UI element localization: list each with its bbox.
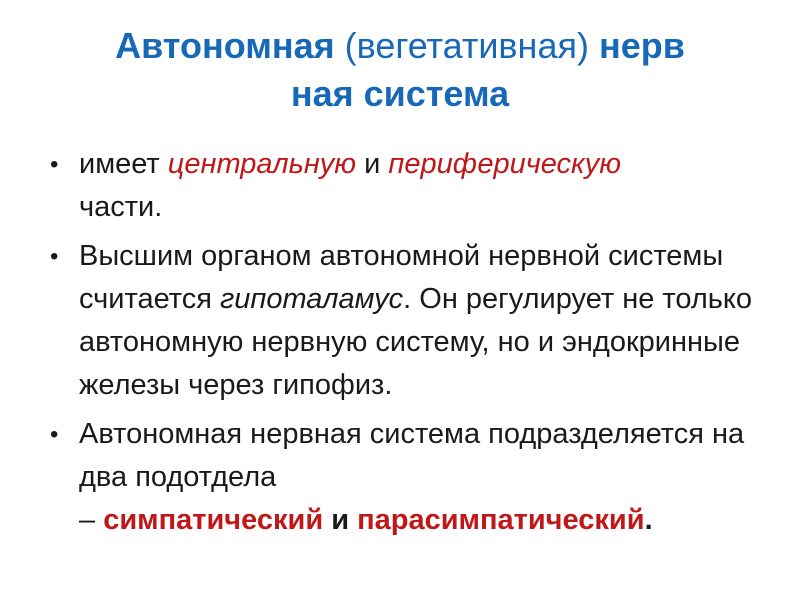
bullet-1-peripheral: периферическую <box>388 148 622 180</box>
slide-title <box>40 22 760 118</box>
bullet-3-text-a: Автономная нервная система подразделяется на два подотдела <box>79 418 745 493</box>
bullet-2-text-a: Высшим органом автономной нервной системы считается <box>79 240 724 315</box>
bullet-marker: • <box>50 243 59 270</box>
bullet-1-text-a: имеет <box>79 148 168 180</box>
bullet-2-hypothalamus: гипоталамус <box>219 283 404 315</box>
bullet-item-1 <box>38 143 778 229</box>
bullet-marker: • <box>50 421 59 448</box>
title-word-nerve-part: нерв <box>598 25 685 66</box>
bullet-2-text-b: . Он регулирует не только автономную нервную систему, но и эндокринные железы через гипофиз. <box>79 283 753 401</box>
bullet-3-sympathetic: симпатический <box>103 504 324 536</box>
bullet-marker: • <box>50 151 59 178</box>
bullet-1-central: центральную <box>167 148 357 180</box>
bullet-item-3 <box>38 413 778 542</box>
bullet-3-dash: – <box>79 504 104 536</box>
bullet-list <box>38 143 778 548</box>
title-word-vegetative: (вегетативная) <box>334 25 599 66</box>
bullet-item-2 <box>38 235 778 407</box>
bullet-3-parasympathetic: парасимпатический <box>357 504 645 536</box>
title-line2: ная система <box>290 73 510 114</box>
bullet-1-text-and: и <box>356 148 389 180</box>
bullet-1-text-parts: части. <box>79 191 163 223</box>
title-word-autonomic: Автономная <box>115 25 335 66</box>
bullet-3-and: и <box>323 504 358 536</box>
bullet-3-period: . <box>644 504 653 536</box>
